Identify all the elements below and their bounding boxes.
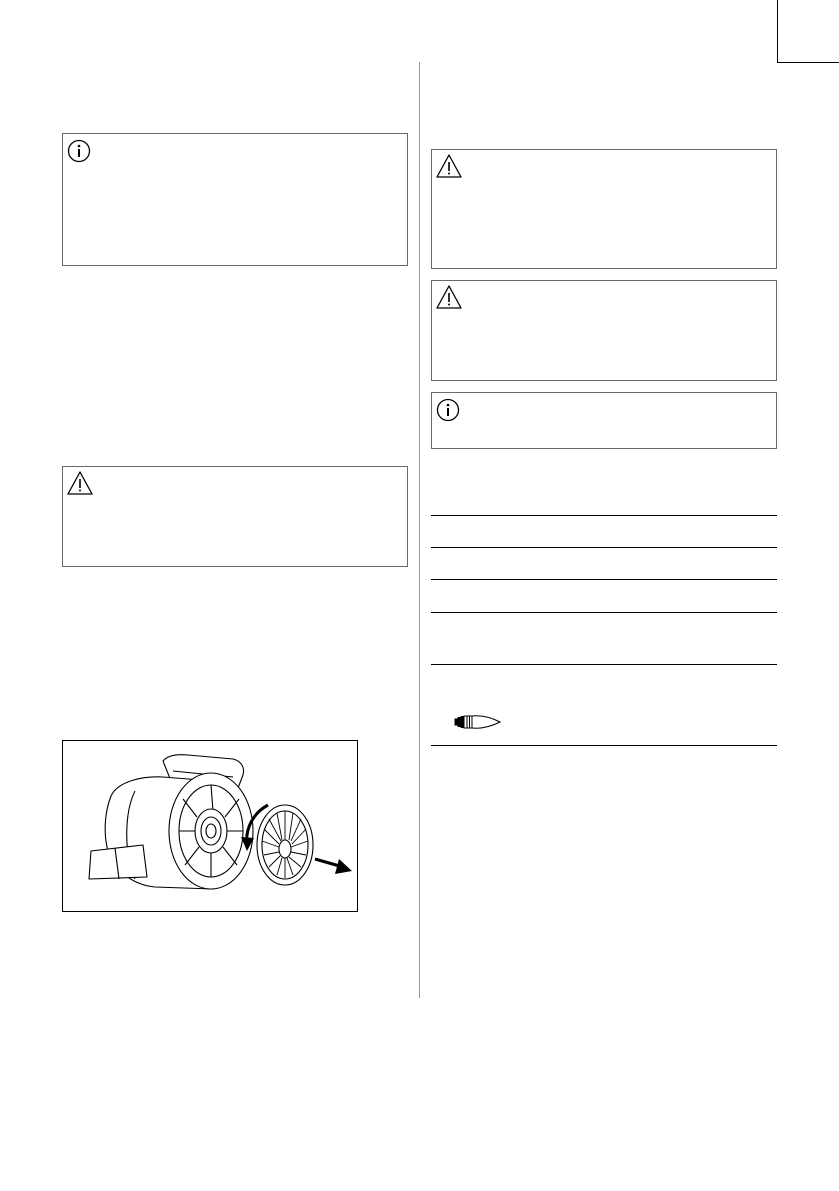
table-rule-3 [431,579,777,580]
warning-icon [435,284,463,310]
warning-icon [435,153,463,179]
warning-box [62,466,408,567]
candle-bulb-icon [452,713,504,731]
warning-icon [66,470,94,496]
warning-box-2 [431,280,777,381]
table-rule-1 [431,515,777,516]
filter-removal-figure [62,740,358,912]
table-rule-4 [431,612,777,613]
fan-motor-illustration [63,741,357,911]
warning-box-1 [431,149,777,269]
info-icon [436,398,460,422]
info-box [62,133,408,266]
table-rule-5 [431,664,777,665]
crop-mark-horizontal [777,62,839,63]
table-rule-2 [431,547,777,548]
column-divider [419,62,420,998]
info-box-right [431,392,777,449]
table-rule-6 [431,745,777,746]
crop-mark-vertical [777,0,778,62]
info-icon [67,139,91,163]
